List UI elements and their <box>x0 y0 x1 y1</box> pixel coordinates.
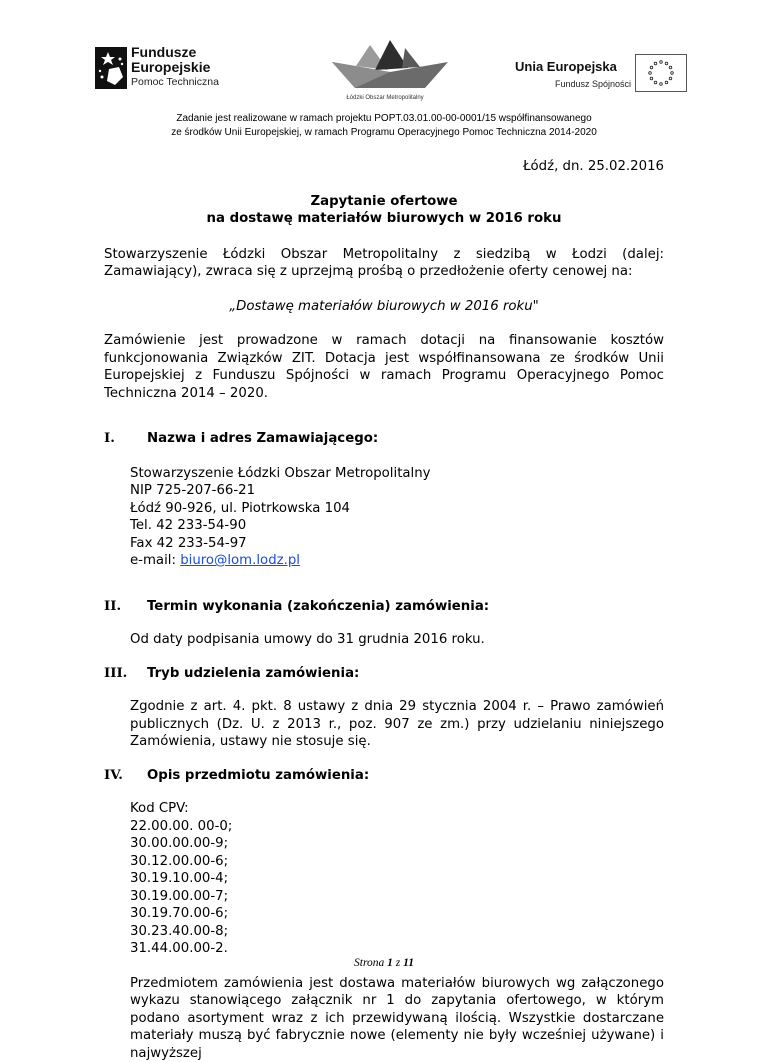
fundusze-europejskie-logo <box>95 45 235 95</box>
section-3-heading <box>104 665 664 683</box>
intro-paragraph: Stowarzyszenie Łódzki Obszar Metropolitalny z siedzibą w Łodzi (dalej: Zamawiający), zwraca się z uprzejmą prośbą o przedłożenie oferty cenowej na: <box>104 246 664 281</box>
address-line: NIP 725-207-66-21 <box>130 482 664 500</box>
funding-info-paragraph: Zamówienie jest prowadzone w ramach dotacji na finansowanie kosztów funkcjonowania Związków ZIT. Dotacja jest współfinansowana ze środków Unii Europejskiej z Funduszu Spójności w ramach Programu Operacyjnego Pomoc Techniczna 2014 – 2020. <box>104 332 664 402</box>
section-3-number: III. <box>104 665 127 683</box>
funding-note <box>0 112 768 140</box>
title-line1: Zapytanie ofertowe <box>104 193 664 211</box>
fe-line2: Europejskie <box>131 60 219 75</box>
order-quote: „Dostawę materiałów biurowych w 2016 roku" <box>104 298 664 316</box>
section-4-text: Przedmiotem zamówienia jest dostawa materiałów biurowych wg załączonego wykazu stanowiącego załącznik nr 1 do zapytania ofertowego, w którym podano asortyment wraz z ich przewidywaną ilością. Wszystkie dostarczane materiały muszą być fabrycznie nowe (elementy nie były wcześniej używane) i najwyższej <box>104 975 664 1062</box>
cpv-code: 30.19.00.00-7; <box>130 888 664 906</box>
cpv-code: 30.19.10.00-4; <box>130 870 664 888</box>
document-body <box>104 158 664 1062</box>
section-4-heading <box>104 767 664 785</box>
paper-boat-icon <box>330 40 450 95</box>
fundusze-europejskie-text <box>131 45 219 89</box>
footer-total: 11 <box>403 957 414 969</box>
section-4-title: Opis przedmiotu zamówienia: <box>147 768 369 783</box>
section-2-text: Od daty podpisania umowy do 31 grudnia 2016 roku. <box>104 631 664 649</box>
email-label: e-mail: <box>130 553 180 568</box>
footer-page: 1 <box>387 957 393 969</box>
cpv-code: 22.00.00. 00-0; <box>130 818 664 836</box>
title-line2: na dostawę materiałów biurowych w 2016 roku <box>104 210 664 228</box>
document-date: Łódź, dn. 25.02.2016 <box>104 158 664 176</box>
section-2-heading <box>104 598 664 616</box>
footer-prefix: Strona <box>354 957 387 969</box>
eu-flag-icon <box>635 54 687 92</box>
lom-caption: Łódzki Obszar Metropolitalny <box>330 95 440 101</box>
fundusze-europejskie-icon <box>95 47 127 89</box>
cpv-label: Kod CPV: <box>130 800 664 818</box>
eu-logo <box>515 52 675 102</box>
footer-sep: z <box>393 957 403 969</box>
lom-logo <box>330 40 450 110</box>
section-4-number: IV. <box>104 767 123 785</box>
funding-note-line1: Zadanie jest realizowane w ramach projektu POPT.03.01.00-00-0001/15 współfinansowanego <box>0 112 768 126</box>
address-line: Tel. 42 233-54-90 <box>130 517 664 535</box>
cpv-code: 30.19.70.00-6; <box>130 905 664 923</box>
section-1-heading <box>104 430 664 448</box>
address-line: Fax 42 233-54-97 <box>130 535 664 553</box>
section-1-number: I. <box>104 430 115 448</box>
section-3-text: Zgodnie z art. 4. pkt. 8 ustawy z dnia 29 stycznia 2004 r. – Prawo zamówień publicznych (Dz. U. z 2013 r., poz. 907 ze zm.) przy udzielaniu niniejszego Zamówienia, ustawy nie stosuje się. <box>104 698 664 751</box>
section-2-title: Termin wykonania (zakończenia) zamówienia: <box>147 599 489 614</box>
fe-line1: Fundusze <box>131 45 219 60</box>
section-2-number: II. <box>104 598 121 616</box>
section-1-content <box>104 465 664 570</box>
logo-bar <box>0 0 768 110</box>
address-line: Stowarzyszenie Łódzki Obszar Metropolitalny <box>130 465 664 483</box>
cpv-code: 31.44.00.00-2. <box>130 940 664 958</box>
cpv-code: 30.23.40.00-8; <box>130 923 664 941</box>
fe-line3: Pomoc Techniczna <box>131 75 219 89</box>
funding-note-line2: ze środków Unii Europejskiej, w ramach Programu Operacyjnego Pomoc Techniczna 2014-2020 <box>0 126 768 140</box>
section-1-title: Nazwa i adres Zamawiającego: <box>147 431 378 446</box>
eu-line2: Fundusz Spójności <box>555 79 631 89</box>
email-link[interactable]: biuro@lom.lodz.pl <box>180 553 300 568</box>
cpv-code: 30.12.00.00-6; <box>130 853 664 871</box>
address-line: Łódź 90-926, ul. Piotrkowska 104 <box>130 500 664 518</box>
cpv-list <box>104 800 664 958</box>
email-line <box>130 552 664 570</box>
cpv-code: 30.00.00.00-9; <box>130 835 664 853</box>
page-footer <box>0 957 768 969</box>
eu-line1: Unia Europejska <box>515 59 617 74</box>
section-3-title: Tryb udzielenia zamówienia: <box>147 666 359 681</box>
